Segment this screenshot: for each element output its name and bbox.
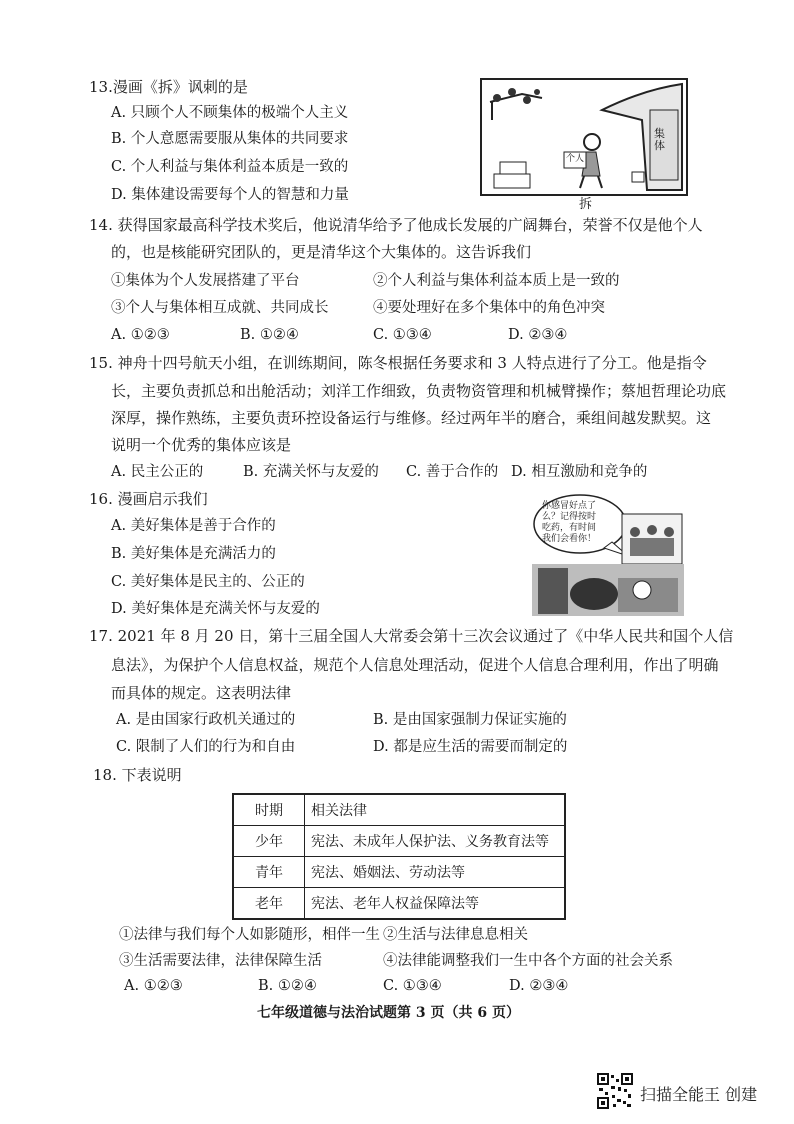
q13-option-d: D. 集体建设需要每个人的智慧和力量 bbox=[111, 187, 349, 203]
q14-option-b: B. ①②④ bbox=[240, 327, 299, 343]
scanner-app-watermark: 扫描全能王 创建 bbox=[640, 1085, 758, 1104]
table-row bbox=[233, 888, 565, 920]
q18-statement-2: ②生活与法律息息相关 bbox=[383, 927, 528, 943]
q18-option-c: C. ①③④ bbox=[383, 978, 442, 994]
q14-statement-4: ④要处理好在多个集体中的角色冲突 bbox=[373, 300, 605, 316]
table-row bbox=[233, 826, 565, 857]
bubble-line-3: 吃药，有时间 bbox=[542, 523, 597, 533]
q14-option-d: D. ②③④ bbox=[508, 327, 568, 343]
q13-option-b: B. 个人意愿需要服从集体的共同要求 bbox=[111, 131, 349, 147]
q18-statement-4: ④法律能调整我们一生中各个方面的社会关系 bbox=[383, 953, 673, 969]
q17-stem-line3: 而具体的规定。这表明法律 bbox=[111, 684, 292, 702]
q17-stem-line2: 息法》，为保护个人信息权益，规范个人信息处理活动，促进个人信息合理利用，作出了明确 bbox=[111, 656, 719, 674]
q17-option-d: D. 都是应生活的需要而制定的 bbox=[373, 739, 568, 755]
cartoon-label-collective: 集体 bbox=[654, 127, 665, 152]
q13-option-c: C. 个人利益与集体利益本质是一致的 bbox=[111, 159, 349, 175]
q16-option-c: C. 美好集体是民主的、公正的 bbox=[111, 574, 305, 590]
q15-option-a: A. 民主公正的 bbox=[111, 464, 204, 480]
q16-option-b: B. 美好集体是充满活力的 bbox=[111, 546, 276, 562]
cartoon-label-individual: 个人 bbox=[566, 154, 585, 164]
page-footer: 七年级道德与法治试题第 3 页（共 6 页） bbox=[257, 1005, 520, 1021]
q18-statement-1: ①法律与我们每个人如影随形，相伴一生 bbox=[119, 927, 380, 943]
q13-cartoon bbox=[480, 78, 688, 196]
q15-stem-line1: 15. 神舟十四号航天小组，在训练期间，陈冬根据任务要求和 3 人特点进行了分工。他是指令 bbox=[89, 354, 707, 372]
table-cell-laws: 宪法、婚姻法、劳动法等 bbox=[305, 857, 566, 888]
table-header-laws: 相关法律 bbox=[305, 794, 566, 826]
q16-stem: 16. 漫画启示我们 bbox=[89, 490, 208, 508]
q18-statement-3: ③生活需要法律，法律保障生活 bbox=[119, 953, 322, 969]
bubble-line-4: 我们会看你！ bbox=[542, 534, 597, 544]
bubble-line-2: 么？记得按时 bbox=[542, 512, 597, 522]
q14-stem-line2: 的，也是核能研究团队的，更是清华这个大集体的。这告诉我们 bbox=[111, 243, 532, 261]
table-header-period: 时期 bbox=[233, 794, 305, 826]
q14-statement-2: ②个人利益与集体利益本质上是一致的 bbox=[373, 273, 620, 289]
q14-option-a: A. ①②③ bbox=[111, 327, 170, 343]
table-cell-period: 少年 bbox=[233, 826, 305, 857]
q14-stem-line1: 14. 获得国家最高科学技术奖后，他说清华给予了他成长发展的广阔舞台，荣誉不仅是他个人 bbox=[89, 216, 703, 234]
q15-stem-line4: 说明一个优秀的集体应该是 bbox=[111, 436, 292, 454]
q15-option-c: C. 善于合作的 bbox=[406, 464, 499, 480]
table-cell-laws: 宪法、老年人权益保障法等 bbox=[305, 888, 566, 920]
table-cell-period: 老年 bbox=[233, 888, 305, 920]
q15-option-b: B. 充满关怀与友爱的 bbox=[243, 464, 379, 480]
table-header-row bbox=[233, 794, 565, 826]
q14-option-c: C. ①③④ bbox=[373, 327, 432, 343]
law-table bbox=[232, 793, 566, 920]
q14-statement-1: ①集体为个人发展搭建了平台 bbox=[111, 273, 300, 289]
q13-cartoon-caption: 拆 bbox=[579, 197, 593, 212]
q14-statement-3: ③个人与集体相互成就、共同成长 bbox=[111, 300, 329, 316]
q15-stem-line2: 长，主要负责抓总和出舱活动；刘洋工作细致，负责物资管理和机械臂操作；蔡旭哲理论功底 bbox=[111, 382, 727, 400]
q18-stem: 18. 下表说明 bbox=[93, 766, 182, 784]
q17-option-b: B. 是由国家强制力保证实施的 bbox=[373, 712, 567, 728]
q16-option-d: D. 美好集体是充满关怀与友爱的 bbox=[111, 601, 320, 617]
q18-option-b: B. ①②④ bbox=[258, 978, 317, 994]
table-row bbox=[233, 857, 565, 888]
q17-option-c: C. 限制了人们的行为和自由 bbox=[116, 739, 296, 755]
q17-option-a: A. 是由国家行政机关通过的 bbox=[116, 712, 296, 728]
q18-option-a: A. ①②③ bbox=[124, 978, 183, 994]
q16-option-a: A. 美好集体是善于合作的 bbox=[111, 518, 276, 534]
table-cell-period: 青年 bbox=[233, 857, 305, 888]
q18-option-d: D. ②③④ bbox=[509, 978, 569, 994]
table-cell-laws: 宪法、未成年人保护法、义务教育法等 bbox=[305, 826, 566, 857]
q15-stem-line3: 深厚，操作熟练，主要负责环控设备运行与维修。经过两年半的磨合，乘组间越发默契。这 bbox=[111, 409, 712, 427]
bubble-line-1: 你感冒好点了 bbox=[542, 501, 597, 511]
q13-stem: 13.漫画《拆》讽刺的是 bbox=[89, 78, 248, 96]
q17-stem-line1: 17. 2021 年 8 月 20 日，第十三届全国人大常委会第十三次会议通过了《中华人民共和国个人信 bbox=[89, 627, 734, 645]
qr-code-icon bbox=[597, 1073, 633, 1109]
q16-cartoon bbox=[532, 494, 684, 616]
q13-option-a: A. 只顾个人不顾集体的极端个人主义 bbox=[111, 105, 349, 121]
q15-option-d: D. 相互激励和竞争的 bbox=[511, 464, 648, 480]
